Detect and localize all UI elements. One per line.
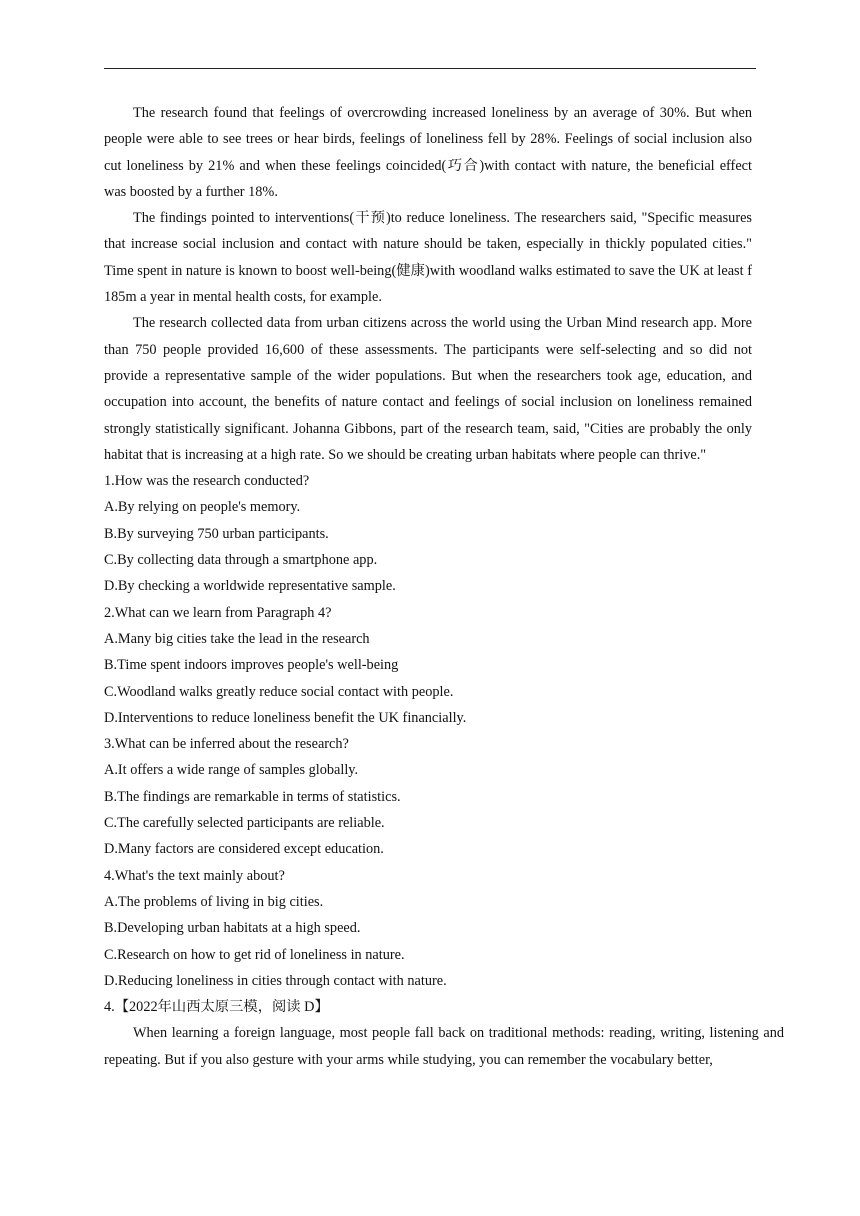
option-c: C.Research on how to get rid of loneliness in nature. bbox=[104, 946, 405, 963]
option-b: B.Time spent indoors improves people's well-being bbox=[104, 657, 399, 674]
paragraph-3: The research collected data from urban citizens across the world using the Urban Mind research app. More than 750 people provided 16,600 of these assessments. The participants were self-selecting and so did not provide a representative sample of the wider populations. But when the researchers took age, education, and occupation into account, the benefits of nature contact and feelings of social inclusion on loneliness remained strongly statistically significant. Johanna Gibbons, part of the research team, said, "Cities are probably the only habitat that is increasing at a high rate. So we should be creating urban habitats where people can thrive." bbox=[104, 315, 752, 463]
question-2 bbox=[104, 600, 784, 731]
option-d: D.By checking a worldwide representative sample. bbox=[104, 578, 396, 595]
question-stem: 2.What can we learn from Paragraph 4? bbox=[104, 604, 332, 621]
option-b: B.The findings are remarkable in terms of statistics. bbox=[104, 788, 401, 805]
question-1 bbox=[104, 468, 784, 599]
question-stem: 3.What can be inferred about the research? bbox=[104, 736, 349, 753]
paragraph-1: The research found that feelings of overcrowding increased loneliness by an average of 30%. But when people were able to see trees or hear birds, feelings of loneliness fell by 28%. Feelings of social inclusion also cut loneliness by 21% and when these feelings coincided(巧合)with contact with nature, the beneficial effect was boosted by a further 18%. bbox=[104, 105, 752, 200]
document-body bbox=[104, 100, 784, 1073]
option-d: D.Many factors are considered except education. bbox=[104, 841, 384, 858]
paragraph-2: The findings pointed to interventions(干预)to reduce loneliness. The researchers said, "Specific measures that increase social inclusion and contact with nature should be taken, especially in thickly populated cities." Time spent in nature is known to boost well-being(健康)with woodland walks estimated to save the UK at least f 185m a year in mental health costs, for example. bbox=[104, 210, 752, 306]
option-c: C.The carefully selected participants are reliable. bbox=[104, 815, 385, 832]
option-d: D.Interventions to reduce loneliness benefit the UK financially. bbox=[104, 709, 467, 726]
header-rule bbox=[104, 68, 756, 69]
question-stem: 4.What's the text mainly about? bbox=[104, 867, 285, 884]
option-a: A.Many big cities take the lead in the research bbox=[104, 630, 370, 647]
question-4 bbox=[104, 863, 784, 994]
option-a: A.It offers a wide range of samples globally. bbox=[104, 762, 359, 779]
option-c: C.By collecting data through a smartphone app. bbox=[104, 552, 378, 569]
option-c: C.Woodland walks greatly reduce social contact with people. bbox=[104, 683, 454, 700]
option-d: D.Reducing loneliness in cities through contact with nature. bbox=[104, 972, 447, 989]
option-a: A.By relying on people's memory. bbox=[104, 499, 301, 516]
question-stem: 1.How was the research conducted? bbox=[104, 473, 310, 490]
section-heading: 4.【2022年山西太原三模，阅读 D】 bbox=[104, 999, 329, 1016]
option-b: B.Developing urban habitats at a high speed. bbox=[104, 920, 361, 937]
paragraph-next: When learning a foreign language, most people fall back on traditional methods: reading, writing, listening and repeating. But if you also gesture with your arms while studying, you can remember the vocabulary better, bbox=[104, 1025, 784, 1068]
option-a: A.The problems of living in big cities. bbox=[104, 893, 324, 910]
question-3 bbox=[104, 731, 784, 862]
option-b: B.By surveying 750 urban participants. bbox=[104, 525, 329, 542]
